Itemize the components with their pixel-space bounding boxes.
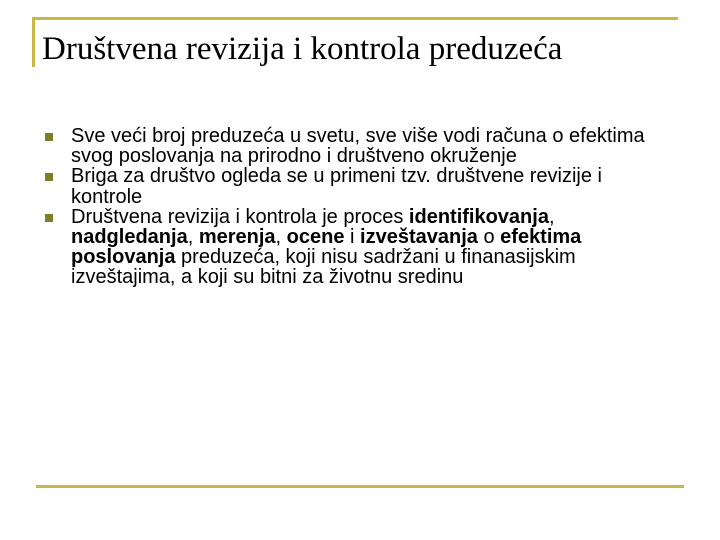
frame-top-border [32, 17, 678, 20]
bullet-item [45, 207, 665, 288]
bold-term: merenja [198, 226, 276, 249]
bold-term: izveštavanja [360, 226, 478, 249]
text-segment: , [548, 205, 555, 228]
text-segment: , [187, 226, 199, 249]
text-segment: Društvena revizija i kontrola je proces [71, 205, 409, 228]
bold-term: identifikovanja [408, 205, 549, 228]
bold-term: efektima poslovanja [71, 226, 582, 269]
bullet-item [45, 126, 665, 166]
square-bullet-icon [45, 133, 53, 141]
bullet-text: Briga za društvo ogleda se u primeni tzv. društvene revizije i kontrole [71, 165, 602, 208]
slide-title: Društvena revizija i kontrola preduzeća [42, 31, 563, 67]
bullet-list [45, 126, 665, 288]
text-segment: o [477, 226, 501, 249]
frame-bottom-border [36, 485, 684, 488]
square-bullet-icon [45, 214, 53, 222]
frame-left-border [32, 17, 35, 67]
text-segment: i [344, 226, 361, 249]
bold-term: ocene [286, 226, 345, 249]
bullet-text [71, 206, 581, 289]
bold-term: nadgledanja [71, 226, 188, 249]
bullet-item [45, 166, 665, 206]
text-segment: , [275, 226, 287, 249]
text-segment: preduzeća, koji nisu sadržani u finanasijskim izveštajima, a koji su bitni za životnu sredinu [71, 246, 576, 289]
bullet-text: Sve veći broj preduzeća u svetu, sve više vodi računa o efektima svog poslovanja na prirodno i društveno okruženje [71, 125, 645, 168]
square-bullet-icon [45, 173, 53, 181]
